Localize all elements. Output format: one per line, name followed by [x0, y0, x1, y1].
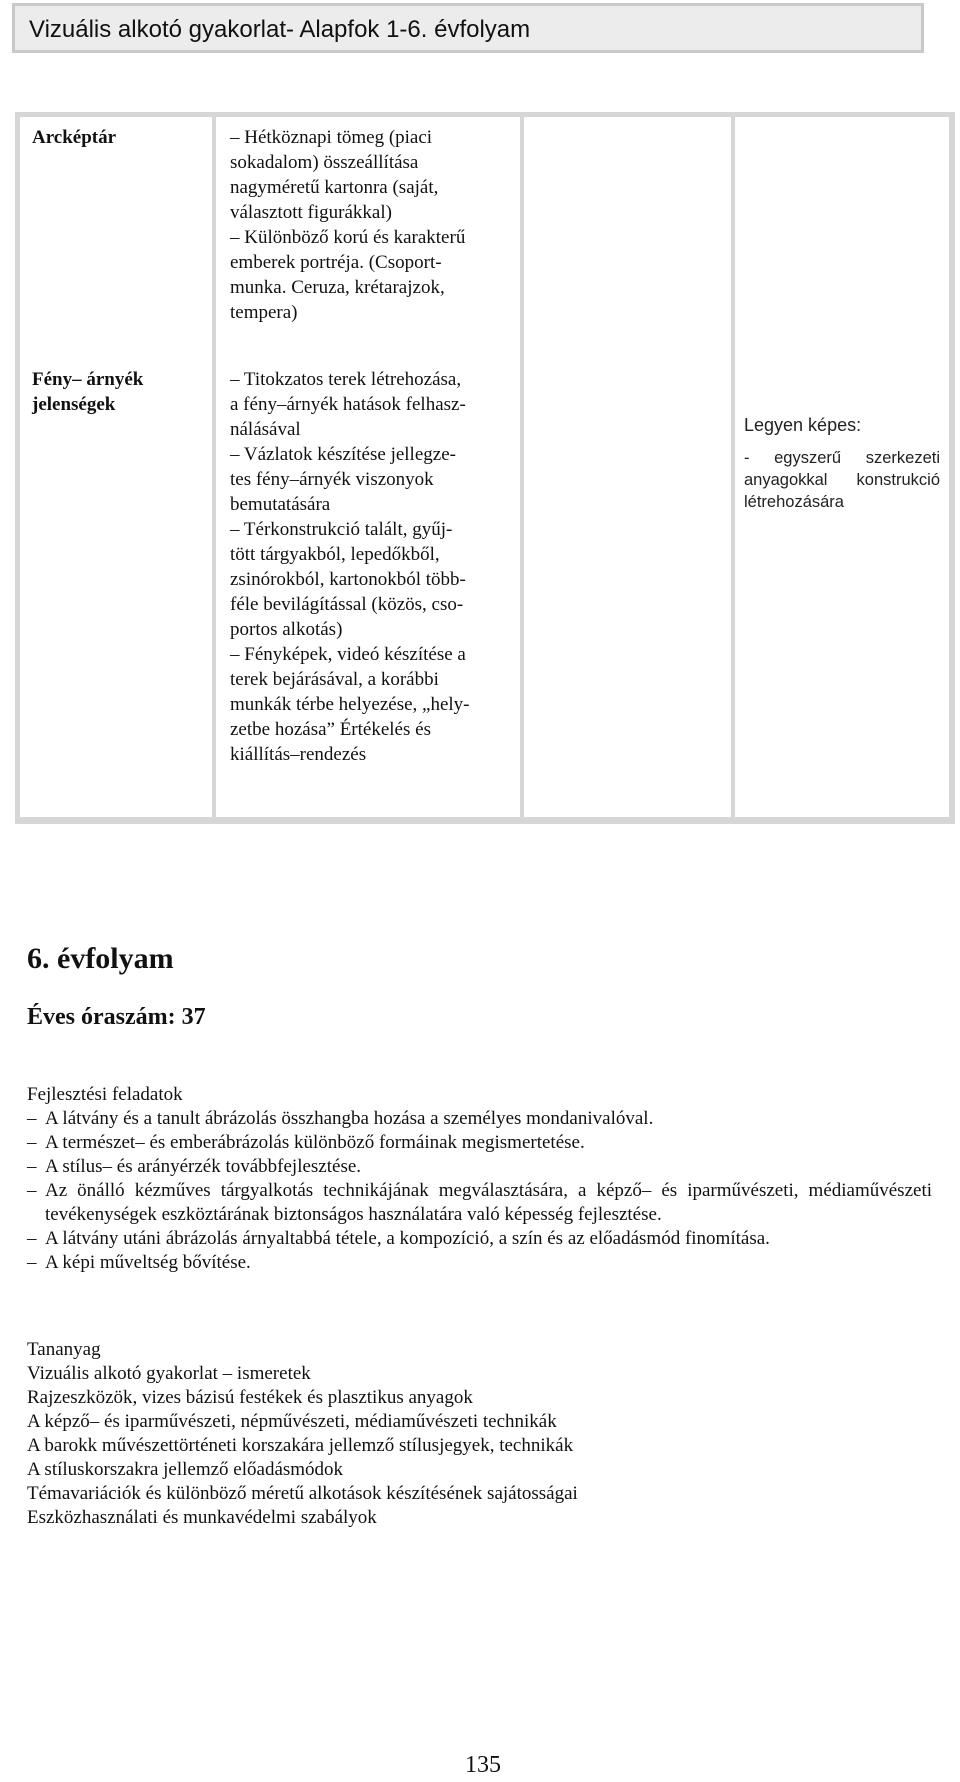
dash-bullet: – [27, 1108, 37, 1129]
description-line: – Különböző korú és karakterű [230, 227, 466, 248]
task-text: A természet– és emberábrázolás különböző formáinak megismertetése. [45, 1132, 585, 1153]
list-item [27, 1251, 932, 1275]
description-line: portos alkotás) [230, 619, 343, 640]
topic-feny-arnyek: Fény– árnyék jelenségek [32, 369, 144, 415]
expectation-text: - egyszerű szerkezeti anyagokkal konstrukció létrehozására [744, 449, 940, 511]
task-text: A látvány és a tanult ábrázolás összhangba hozása a személyes mondanivalóval. [45, 1108, 654, 1129]
list-item [27, 1179, 932, 1227]
task-text: Az önálló kézműves tárgyalkotás technikájának megválasztására, a képző– és iparművészeti, médiaművészeti tevékenységek eszköztárának biztonságos használatára való képesség fejlesztése. [45, 1180, 932, 1225]
list-item [27, 1131, 932, 1155]
expectation-column [735, 117, 949, 817]
description-line: sokadalom) összeállítása [230, 152, 419, 173]
description-line: választott figurákkal) [230, 202, 392, 223]
list-item: A képző– és iparművészeti, népművészeti, médiaművészeti technikák [27, 1411, 557, 1432]
description-line: féle bevilágítással (közös, cso- [230, 594, 464, 615]
description-feny-arnyek [230, 367, 508, 767]
document-title: Vizuális alkotó gyakorlat- Alapfok 1-6. évfolyam [29, 16, 531, 43]
description-line: nálásával [230, 419, 301, 440]
topic-column [20, 117, 212, 817]
list-item: Vizuális alkotó gyakorlat – ismeretek [27, 1363, 311, 1384]
curriculum-label: Tananyag [27, 1339, 101, 1360]
dash-bullet: – [27, 1252, 37, 1273]
task-text: A képi műveltség bővítése. [45, 1252, 251, 1273]
description-line: – Hétköznapi tömeg (piaci [230, 127, 433, 148]
development-tasks-list [27, 1107, 932, 1275]
dash-bullet: – [27, 1132, 37, 1153]
description-line: munka. Ceruza, krétarajzok, [230, 277, 445, 298]
list-item: Témavariációk és különböző méretű alkotások készítésének sajátosságai [27, 1483, 578, 1504]
list-item [27, 1107, 932, 1131]
description-column [216, 117, 520, 817]
description-line: tes fény–árnyék viszonyok [230, 469, 434, 490]
description-line: nagyméretű kartonra (saját, [230, 177, 439, 198]
description-line: zetbe hozása” Értékelés és [230, 719, 431, 740]
description-line: bemutatására [230, 494, 331, 515]
grade-title: 6. évfolyam [27, 942, 174, 975]
description-arckeptar [230, 125, 508, 325]
curriculum-table [15, 112, 955, 824]
description-line: zsinórokból, kartonokból több- [230, 569, 466, 590]
annual-hours: Éves óraszám: 37 [27, 1004, 206, 1030]
dash-bullet: – [27, 1156, 37, 1177]
description-line: emberek portréja. (Csoport- [230, 252, 442, 273]
list-item: Eszközhasználati és munkavédelmi szabályok [27, 1507, 377, 1528]
description-line: tempera) [230, 302, 298, 323]
description-line: munkák térbe helyezése, „hely- [230, 694, 470, 715]
description-line: – Titokzatos terek létrehozása, [230, 369, 462, 390]
dash-bullet: – [27, 1228, 37, 1249]
expectation-block [744, 413, 940, 513]
topic-arckeptar: Arcképtár [32, 127, 117, 148]
document-header [12, 3, 924, 53]
dash-bullet: – [27, 1180, 37, 1201]
description-line: terek bejárásával, a korábbi [230, 669, 439, 690]
description-line: a fény–árnyék hatások felhasz- [230, 394, 466, 415]
list-item: A barokk művészettörténeti korszakára jellemző stílusjegyek, technikák [27, 1435, 574, 1456]
description-line: – Vázlatok készítése jellegze- [230, 444, 456, 465]
task-text: A látvány utáni ábrázolás árnyaltabbá tétele, a kompozíció, a szín és az előadásmód finomítása. [45, 1228, 770, 1249]
empty-column [524, 117, 731, 817]
description-line: kiállítás–rendezés [230, 744, 367, 765]
development-tasks-label: Fejlesztési feladatok [27, 1084, 183, 1105]
list-item: Rajzeszközök, vizes bázisú festékek és plasztikus anyagok [27, 1387, 473, 1408]
description-line: – Fényképek, videó készítése a [230, 644, 466, 665]
list-item [27, 1227, 932, 1251]
curriculum-list [27, 1362, 578, 1530]
page-number: 135 [465, 1752, 501, 1778]
list-item: A stíluskorszakra jellemző előadásmódok [27, 1459, 344, 1480]
task-text: A stílus– és arányérzék továbbfejlesztése. [45, 1156, 362, 1177]
expectation-heading: Legyen képes: [744, 415, 862, 435]
description-line: tött tárgyakból, lepedőkből, [230, 544, 440, 565]
list-item [27, 1155, 932, 1179]
description-line: – Térkonstrukció talált, gyűj- [230, 519, 453, 540]
